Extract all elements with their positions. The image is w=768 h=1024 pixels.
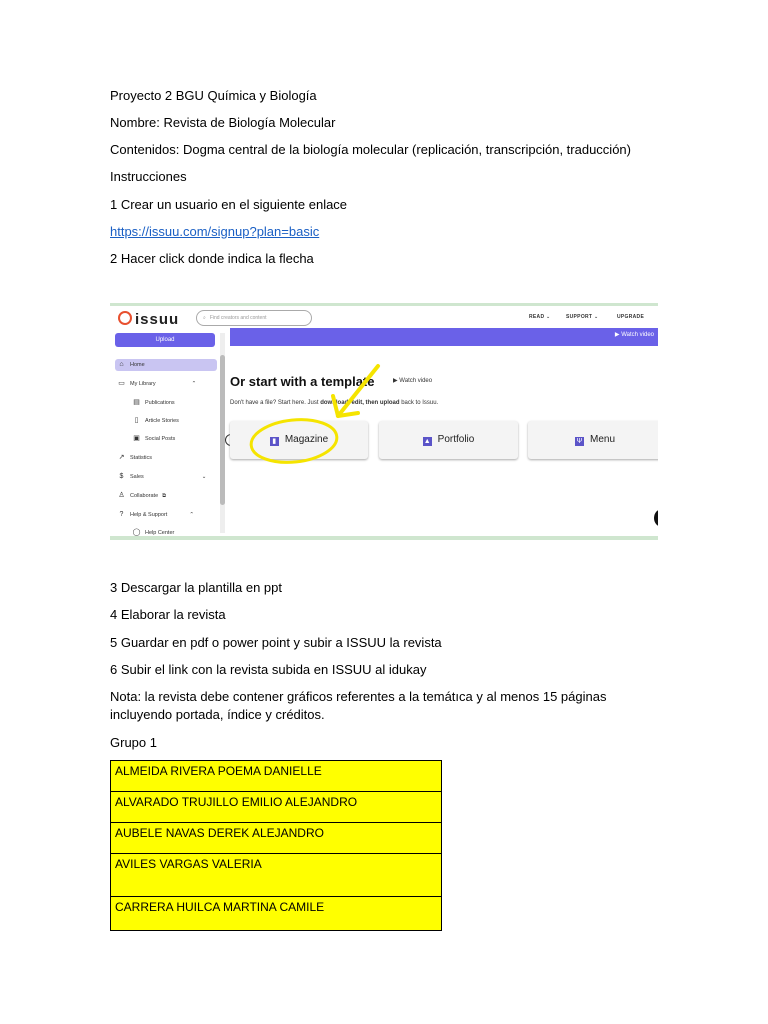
magazine-label: Magazine — [284, 434, 329, 445]
sidebar-article-stories-label: Article Stories — [145, 418, 179, 424]
play-icon: ▶ — [393, 378, 398, 384]
article-icon: ▯ — [134, 417, 139, 424]
step-6: 6 Subir el link con la revista subida en ISSUU al idukay — [110, 662, 427, 677]
sidebar-statistics-label: Statistics — [130, 455, 153, 461]
sidebar-collaborate-label: Collaborate — [130, 493, 159, 499]
subtext-part-b: download, edit, then upload — [320, 400, 400, 406]
menu-label: Menu — [589, 434, 615, 445]
student-name: ALMEIDA RIVERA POEMA DANIELLE — [111, 761, 442, 792]
table-row — [111, 897, 442, 931]
student-name: CARRERA HUILCA MARTINA CAMILE — [111, 897, 442, 931]
sidebar-social-posts-label: Social Posts — [145, 436, 176, 442]
chart-icon: ↗ — [118, 454, 125, 461]
portfolio-icon: ▲ — [423, 438, 431, 445]
search-input[interactable]: ⌕ Find creators and content — [196, 310, 312, 326]
book-icon: ▤ — [133, 399, 140, 406]
student-name: AUBELE NAVAS DEREK ALEJANDRO — [111, 823, 442, 854]
magazine-icon: ▮ — [270, 437, 279, 446]
upload-button[interactable]: Upload — [115, 333, 215, 347]
step-5: 5 Guardar en pdf o power point y subir a ISSUU la revista — [110, 635, 442, 650]
banner-watch-label: Watch video — [621, 332, 654, 338]
template-watch-label: Watch video — [399, 378, 433, 384]
screenshot-border-bottom — [110, 536, 658, 540]
annotation-circle — [249, 416, 339, 467]
sidebar-library-label: My Library — [130, 381, 156, 387]
external-link-icon: ⧉ — [162, 493, 167, 499]
student-name: AVILES VARGAS VALERIA — [111, 854, 442, 897]
sidebar-home-label: Home — [130, 362, 145, 368]
nav-read[interactable]: READ ⌄ — [529, 314, 551, 320]
table-row — [111, 792, 442, 823]
nav-upgrade[interactable]: UPGRADE — [617, 314, 645, 320]
portfolio-label: Portfolio — [437, 434, 475, 445]
subtext-part-c: back to Issuu. — [399, 400, 439, 406]
subtext-part-a: Don't have a file? Start here. Just — [230, 400, 321, 406]
contents-line: Contenidos: Dogma central de la biología molecular (replicación, transcripción, traducción) — [110, 142, 631, 157]
dollar-icon: $ — [119, 473, 124, 480]
social-icon: ▣ — [133, 435, 140, 442]
sidebar-help-label: Help & Support — [130, 512, 168, 518]
table-row — [111, 823, 442, 854]
home-icon: ⌂ — [119, 361, 124, 368]
template-heading: Or start with a template — [230, 374, 375, 389]
annotation-arrow — [338, 366, 378, 416]
magazine-name: Nombre: Revista de Biología Molecular — [110, 115, 336, 130]
group-table — [110, 760, 442, 931]
help-icon: ? — [119, 511, 124, 518]
user-icon: ♙ — [118, 492, 125, 499]
table-row — [111, 854, 442, 897]
student-name: ALVARADO TRUJILLO EMILIO ALEJANDRO — [111, 792, 442, 823]
nav-support[interactable]: SUPPORT ⌄ — [566, 314, 599, 320]
project-title: Proyecto 2 BGU Química y Biología — [110, 88, 317, 103]
step-1: 1 Crear un usuario en el siguiente enlace — [110, 197, 348, 212]
sidebar-publications-label: Publications — [145, 400, 175, 406]
note-paragraph: Nota: la revista debe contener gráficos referentes a la temátıca y al menos 15 páginas incluyendo portada, índice y créditos. — [110, 689, 607, 722]
sidebar-sales-label: Sales — [130, 474, 144, 480]
signup-link[interactable]: https://issuu.com/signup?plan=basic — [110, 224, 320, 239]
step-3: 3 Descargar la plantilla en ppt — [110, 580, 282, 595]
info-icon: ◯ — [132, 529, 141, 536]
chevron-up-icon: ⌃ — [189, 512, 194, 518]
annotation-overlay — [110, 303, 658, 540]
folder-icon: ▭ — [118, 380, 125, 387]
step-2: 2 Hacer click donde indica la flecha — [110, 251, 314, 266]
play-icon: ▶ — [614, 332, 620, 338]
chevron-up-icon: ⌃ — [191, 381, 197, 387]
sidebar-help-center-label: Help Center — [145, 530, 175, 536]
step-4: 4 Elaborar la revista — [110, 607, 226, 622]
group-title: Grupo 1 — [110, 735, 157, 750]
issuu-screenshot — [110, 303, 658, 540]
search-placeholder: Find creators and content — [209, 315, 267, 321]
issuu-logo-text: issuu — [135, 311, 180, 328]
instructions-heading: Instrucciones — [110, 169, 187, 184]
menu-icon: Ψ — [576, 438, 583, 445]
chevron-down-icon: ⌄ — [201, 474, 207, 480]
table-row — [111, 761, 442, 792]
